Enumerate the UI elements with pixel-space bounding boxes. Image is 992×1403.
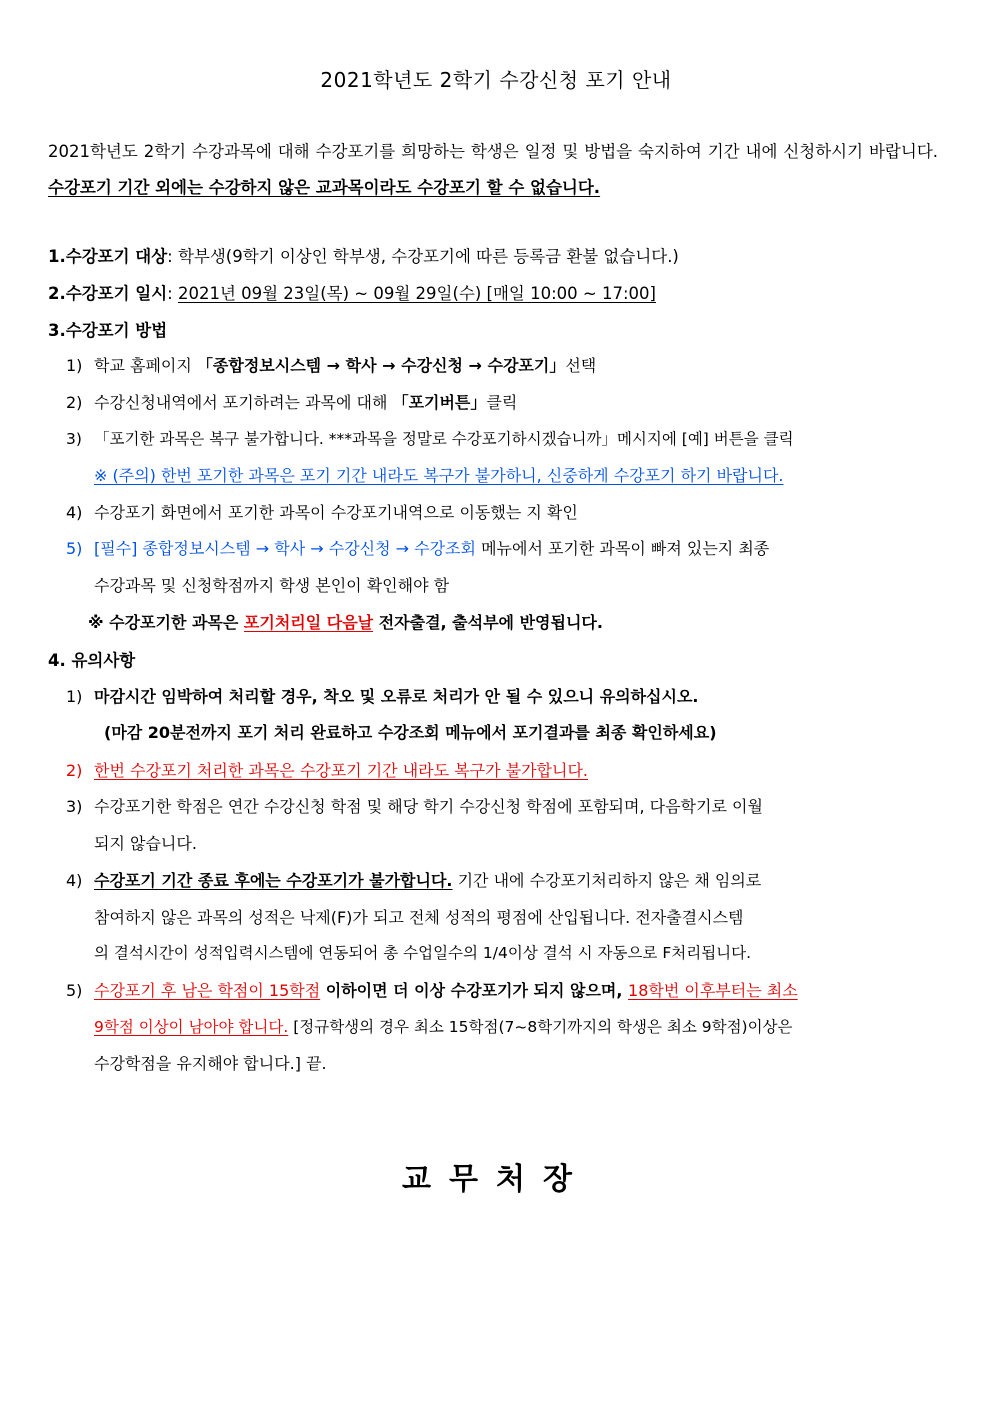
method-note-c: 전자출결, 출석부에 반영됩니다. — [373, 613, 603, 632]
method-step-1-b: 「종합정보시스템 → 학사 → 수강신청 → 수강포기」 — [196, 356, 566, 375]
notes-item-4-a: 수강포기 기간 종료 후에는 수강포기가 불가합니다. — [94, 871, 453, 890]
notes-item-3 — [66, 794, 763, 817]
method-step-1 — [66, 353, 596, 376]
notes-item-1-num: 1) — [66, 687, 83, 706]
method-step-4 — [66, 500, 578, 523]
method-step-3-a: 「포기한 과목은 복구 불가합니다. ***과목을 정말로 수강포기하시겠습니까」메시지에 [예] 버튼을 클릭 — [94, 430, 794, 448]
method-note-b: 포기처리일 다음날 — [243, 613, 374, 632]
method-step-5-line2: 수강과목 및 신청학점까지 학생 본인이 확인해야 함 — [94, 576, 450, 595]
notes-item-4-line3: 의 결석시간이 성적입력시스템에 연동되어 총 수업일수의 1/4이상 결석 시 자동으로 F처리됩니다. — [94, 944, 752, 962]
notes-item-2-a: 한번 수강포기 처리한 과목은 수강포기 기간 내라도 복구가 불가합니다. — [94, 761, 588, 780]
notes-item-5-c: 18학번 이후부터는 최소 — [628, 981, 798, 1000]
notes-item-1 — [66, 684, 699, 707]
method-step-2-num: 2) — [66, 393, 83, 412]
method-note — [88, 610, 603, 633]
notes-item-4 — [66, 868, 761, 891]
method-step-5-b: 메뉴에서 포기한 과목이 빠져 있는지 최종 — [475, 539, 770, 558]
notes-item-5-line3: 수강학점을 유지해야 합니다.] 끝. — [94, 1054, 327, 1073]
notes-item-4-b: 기간 내에 수강포기처리하지 않은 채 임의로 — [452, 871, 762, 890]
section-method-title: 3.수강포기 방법 — [48, 321, 168, 340]
notes-item-5-line2a: 9학점 이상이 남아야 합니다. — [94, 1018, 289, 1036]
method-step-4-a: 수강포기 화면에서 포기한 과목이 수강포기내역으로 이동했는 지 확인 — [94, 503, 578, 522]
section-schedule-label: 2.수강포기 일시 — [48, 284, 168, 303]
notes-item-1-a: 마감시간 임박하여 처리할 경우, 착오 및 오류로 처리가 안 될 수 있으니 유의하십시오. — [94, 687, 699, 706]
method-step-4-num: 4) — [66, 503, 83, 522]
notes-item-3-a: 수강포기한 학점은 연간 수강신청 학점 및 해당 학기 수강신청 학점에 포함되며, 다음학기로 이월 — [94, 797, 763, 816]
method-note-a: ※ 수강포기한 과목은 — [88, 613, 244, 632]
section-notes-label — [48, 647, 135, 671]
notes-item-2 — [66, 758, 588, 781]
method-step-3-warning: ※ (주의) 한번 포기한 과목은 포기 기간 내라도 복구가 불가하니, 신중하게 수강포기 하기 바랍니다. — [94, 466, 784, 485]
method-step-1-c: 선택 — [565, 356, 597, 375]
notes-item-3-num: 3) — [66, 797, 83, 816]
notes-item-5-line2b: [정규학생의 경우 최소 15학점(7~8학기까지의 학생은 최소 9학점)이상은 — [288, 1018, 793, 1036]
notes-item-5 — [66, 978, 798, 1001]
notes-item-5-num: 5) — [66, 981, 83, 1000]
notes-item-4-num: 4) — [66, 871, 83, 890]
section-schedule-date: 2021년 09월 23일(목) ~ 09월 29일(수) [매일 10:00 ~ 17:00] — [177, 284, 656, 303]
notes-item-4-line2: 참여하지 않은 과목의 성적은 낙제(F)가 되고 전체 성적의 평점에 산입됩니다. 전자출결시스템 — [94, 908, 744, 927]
intro-text: 2021학년도 2학기 수강과목에 대해 수강포기를 희망하는 학생은 일정 및 방법을 숙지하여 기간 내에 신청하시기 바랍니다. — [48, 142, 938, 161]
method-step-5-a: [필수] 종합정보시스템 → 학사 → 수강신청 → 수강조회 — [94, 539, 476, 558]
method-step-3 — [66, 427, 794, 449]
notes-item-5-line2 — [94, 1015, 793, 1037]
method-step-2-b: 「포기버튼」 — [392, 393, 487, 412]
notes-item-5-a: 수강포기 후 남은 학점이 15학점 — [94, 981, 321, 1000]
intro-paragraph — [48, 134, 938, 206]
notes-item-5-b: 이하이면 더 이상 수강포기가 되지 않으며, — [320, 981, 629, 1000]
method-step-2-c: 클릭 — [486, 393, 518, 412]
method-step-2-a: 수강신청내역에서 포기하려는 과목에 대해 — [94, 393, 393, 412]
section-notes-title: 4. 유의사항 — [48, 651, 136, 670]
section-target — [48, 243, 679, 267]
section-method-label — [48, 317, 167, 341]
section-schedule-sep: : — [167, 284, 178, 303]
section-schedule — [48, 280, 656, 304]
method-step-3-num: 3) — [66, 430, 82, 448]
method-step-5 — [66, 536, 769, 559]
section-target-label: 1.수강포기 대상 — [48, 247, 168, 266]
method-step-1-num: 1) — [66, 356, 83, 375]
notes-item-2-num: 2) — [66, 761, 83, 780]
notes-item-3-line2: 되지 않습니다. — [94, 834, 197, 853]
page-title: 2021학년도 2학기 수강신청 포기 안내 — [320, 68, 672, 92]
method-step-1-a: 학교 홈페이지 — [94, 356, 197, 375]
issuer-signature: 교무처장 — [402, 1162, 590, 1197]
section-target-text: : 학부생(9학기 이상인 학부생, 수강포기에 따른 등록금 환불 없습니다.) — [167, 247, 679, 266]
notes-item-1-line2: (마감 20분전까지 포기 처리 완료하고 수강조회 메뉴에서 포기결과를 최종 확인하세요) — [104, 723, 717, 742]
method-step-2 — [66, 390, 517, 413]
intro-emphasis: 수강포기 기간 외에는 수강하지 않은 교과목이라도 수강포기 할 수 없습니다. — [48, 178, 601, 197]
method-step-5-num: 5) — [66, 539, 83, 558]
